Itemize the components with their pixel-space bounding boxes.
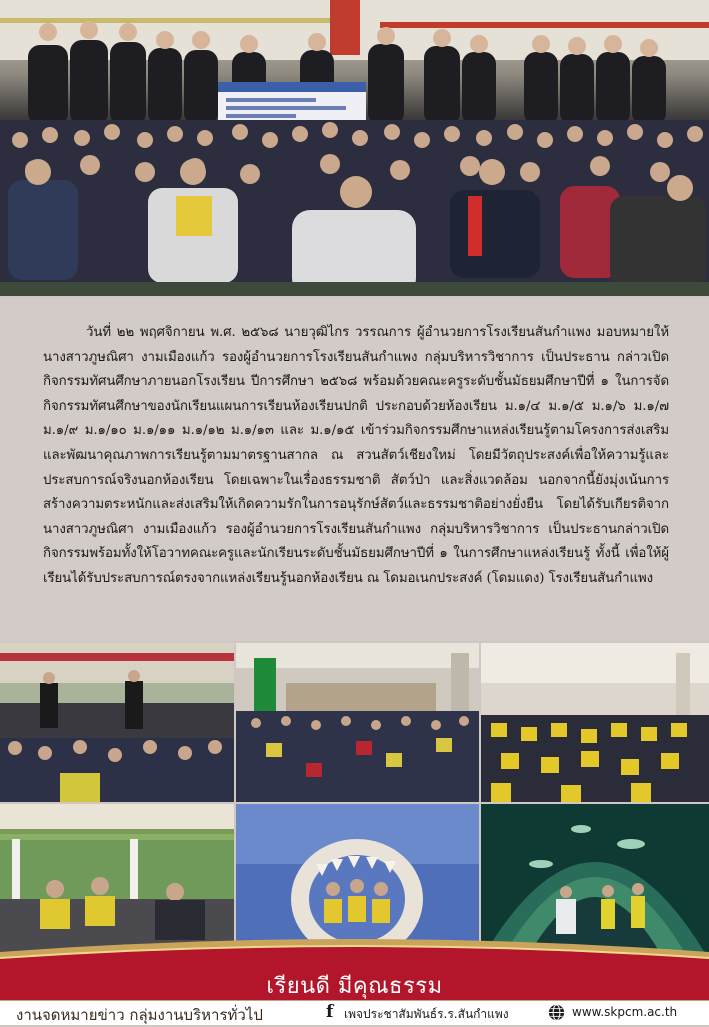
slogan-text: เรียนดี มีคุณธรรม [266, 974, 443, 999]
footer-title: งานจดหมายข่าว กลุ่มงานบริหารทั่วไป [16, 1006, 263, 1024]
facebook-page-link[interactable]: เพจประชาสัมพันธ์ร.ร.สันกำแพง [344, 1007, 509, 1021]
event-photo-seated [481, 643, 709, 802]
website-link[interactable]: www.skpcm.ac.th [572, 1005, 678, 1019]
article-panel [0, 298, 709, 641]
event-photo-stage [0, 643, 234, 802]
footer-bar [0, 1000, 709, 1025]
article-body: วันที่ ๒๒ พฤศจิกายน พ.ศ. ๒๕๖๘ นายวุฒิไกร วรรณการ ผู้อำนวยการโรงเรียนสันกำแพง มอบหมายให้นางสาวภูษณิศา งามเมืองแก้ว รองผู้อำนวยการโรงเรียนสันกำแพง กลุ่มบริหารวิชาการ เป็นประธาน กล่าวเปิดกิจกรรมทัศนศึกษาภายนอกโรงเรียน ปีการศึกษา ๒๕๖๘ พร้อมด้วยคณะครูระดับชั้นมัธยมศึกษาปีที่ ๑ ในการจัดกิจกรรมทัศนศึกษาของนักเรียนแผนการเรียนห้องเรียนปกติ ประกอบด้วยห้องเรียน ม.๑/๔ ม.๑/๕ ม.๑/๖ ม.๑/๗ ม.๑/๙ ม.๑/๑๐ ม.๑/๑๑ ม.๑/๑๒ ม.๑/๑๓ และ ม.๑/๑๕ เข้าร่วมกิจกรรมศึกษาแหล่งเรียนรู้ตามโครงการส่งเสริมและพัฒนาคุณภาพการเรียนรู้ตามมาตรฐานสากล ณ สวนสัตว์เชียงใหม่ โดยมีวัตถุประสงค์เพื่อให้ความรู้และประสบการณ์จริงนอกห้องเรียน โดยเฉพาะในเรื่องธรรมชาติ สัตว์ป่า และสิ่งแวดล้อม นอกจากนี้ยังมุ่งเน้นการสร้างความตระหนักและส่งเสริมให้เกิดความรักในการอนุรักษ์สัตว์และธรรมชาติอย่างยั่งยืน โดยได้รับเกียรติจากนางสาวภูษณิศา งามเมืองแก้ว รองผู้อำนวยการโรงเรียนสันกำแพง กลุ่มบริหารวิชาการ เป็นประธานกล่าวเปิดกิจกรรมพร้อมทั้งให้โอวาทคณะครูและนักเรียนระดับชั้นมัธยมศึกษาปีที่ ๑ ในการศึกษาแหล่งเรียนรู้ ทั้งนี้ เพื่อให้ผู้เรียนได้รับประสบการณ์ตรงจากแหล่งเรียนรู้นอกห้องเรียน ณ โดมอเนกประสงค์ (โดมแดง) โรงเรียนสันกำแพง [43, 325, 669, 586]
globe-icon [548, 1004, 565, 1021]
facebook-icon: f [326, 1002, 334, 1022]
event-photo-hall [236, 643, 479, 802]
group-photo [0, 0, 709, 296]
